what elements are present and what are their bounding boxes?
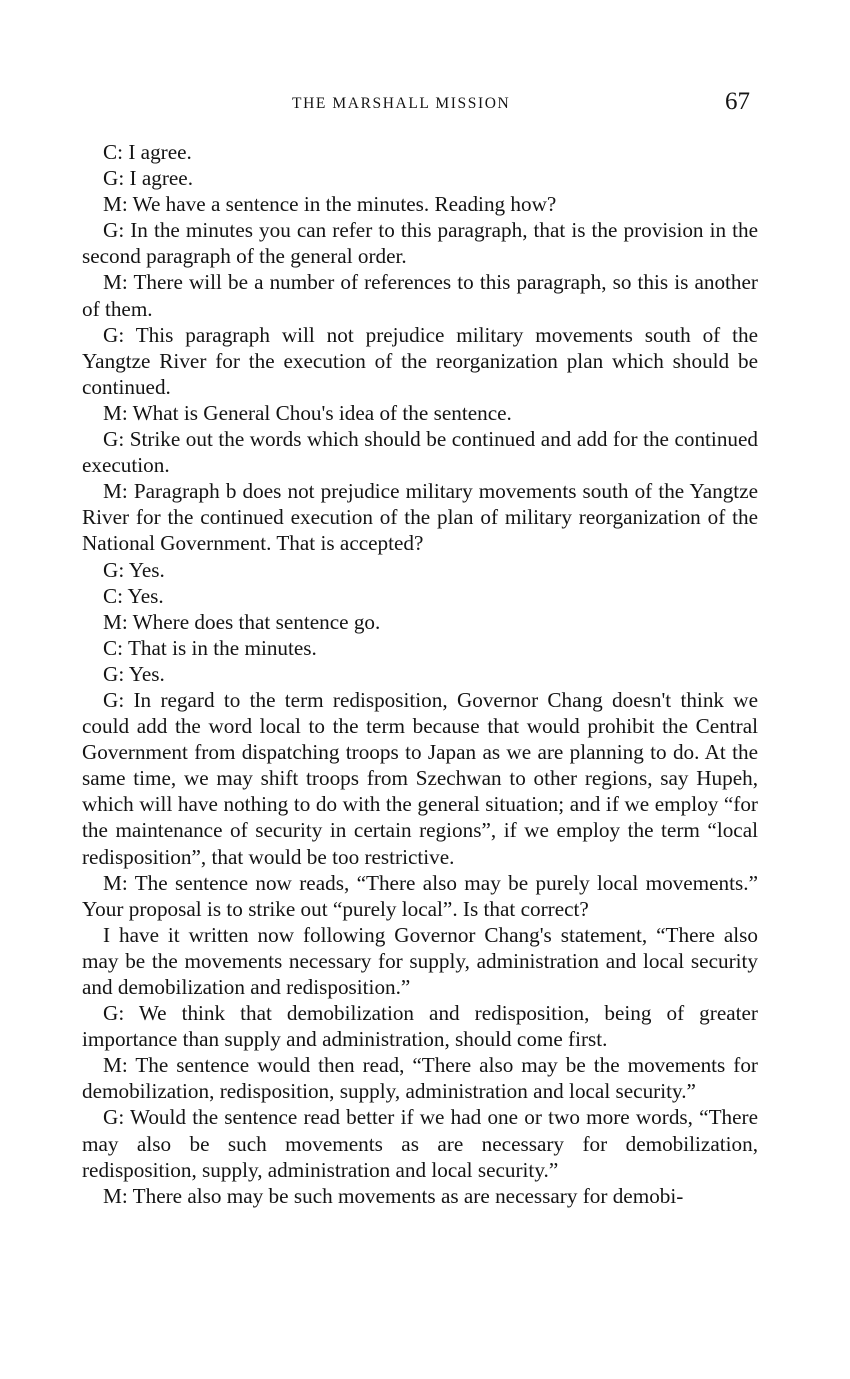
paragraph-text: Strike out the words which should be continued and add for the continued execution.: [82, 427, 758, 478]
speaker: G: [103, 1001, 119, 1026]
paragraph: C: Yes.: [103, 583, 164, 608]
paragraph-text: Yes.: [128, 557, 165, 582]
speaker: G: [103, 661, 119, 686]
speaker: C: [103, 583, 118, 608]
speaker: G: [103, 687, 119, 712]
speaker: M: [103, 479, 122, 504]
paragraph: G: In regard to the term redisposition, Governor Chang doesn't think we could add the word local to the term because that would prohibit the Central Government from dispatching troops to Japan as we are planning to do. At the same time, we may shift troops from Szechwan to other regions, say Hupeh, which will have nothing to do with the general situation; and if we employ “for the maintenance of security in certain regions”, if we employ the term “local redisposition”, that would be too restrictive.: [82, 687, 758, 869]
speaker: G: [103, 427, 119, 452]
running-title: THE MARSHALL MISSION: [292, 95, 511, 112]
speaker: G: [103, 1105, 119, 1130]
paragraph-text: In the minutes you can refer to this paragraph, that is the provision in the second paragraph of the general order.: [82, 218, 758, 269]
paragraph-text: In regard to the term redisposition, Governor Chang doesn't think we could add the word local to the term because that would prohibit the Central Government from dispatching troops to Japan as we are planning to do. At the same time, we may shift troops from Szechwan to other regions, say Hupeh, which will have nothing to do with the general situation; and if we employ “for the maintenance of security in certain regions”, if we employ the term “local redisposition”, that would be too restrictive.: [82, 687, 758, 869]
paragraph: M: Where does that sentence go.: [103, 609, 381, 634]
speaker: G: [103, 218, 119, 243]
paragraph: G: Would the sentence read better if we had one or two more words, “There may also be such movements as are necessary for demobilization, redisposition, supply, administration and local security.”: [82, 1105, 758, 1182]
paragraph-text: Yes.: [128, 661, 165, 686]
paragraph: G: We think that demobilization and redisposition, being of greater importance than supply and administration, should come first.: [82, 1001, 758, 1052]
speaker: C: [103, 635, 118, 660]
speaker: M: [103, 870, 122, 895]
paragraph-text: There will be a number of references to this paragraph, so this is another of them.: [82, 270, 758, 321]
page-number: 67: [725, 88, 750, 115]
paragraph: M: We have a sentence in the minutes. Reading how?: [103, 192, 557, 217]
speaker: G: [103, 166, 119, 191]
paragraph: M: The sentence would then read, “There also may be the movements for demobilization, redisposition, supply, administration and local security.”: [82, 1053, 758, 1104]
speaker: M: [103, 270, 122, 295]
paragraph: M: What is General Chou's idea of the sentence.: [103, 400, 512, 425]
paragraph: G: Yes.: [103, 661, 165, 686]
paragraph: C: That is in the minutes.: [103, 635, 317, 660]
paragraph: G: This paragraph will not prejudice military movements south of the Yangtze River for the execution of the reorganization plan which should be continued.: [82, 322, 758, 399]
paragraph: G: Strike out the words which should be continued and add for the continued execution.: [82, 427, 758, 478]
paragraph: M: There also may be such movements as are necessary for demobi-: [103, 1183, 684, 1208]
paragraph-text: Yes.: [127, 583, 164, 608]
speaker: M: [103, 1053, 122, 1078]
paragraph: G: In the minutes you can refer to this paragraph, that is the provision in the second paragraph of the general order.: [82, 218, 758, 269]
paragraph-text: We think that demobilization and redisposition, being of greater importance than supply and administration, should come first.: [82, 1001, 758, 1052]
speaker: M: [103, 192, 122, 217]
paragraph-text: There also may be such movements as are necessary for demobi-: [132, 1183, 684, 1208]
paragraph: G: I agree.: [103, 166, 194, 191]
paragraph-text: What is General Chou's idea of the sentence.: [132, 400, 512, 425]
paragraph: G: Yes.: [103, 557, 165, 582]
running-head: [0, 88, 850, 118]
paragraph-text: We have a sentence in the minutes. Reading how?: [132, 192, 557, 217]
paragraph-text: The sentence would then read, “There also may be the movements for demobilization, redisposition, supply, administration and local security.”: [82, 1053, 758, 1104]
paragraph: C: I agree.: [103, 140, 192, 164]
paragraph-text: The sentence now reads, “There also may be purely local movements.” Your proposal is to strike out “purely local”. Is that correct?: [82, 870, 758, 921]
paragraph-text: Where does that sentence go.: [132, 609, 381, 634]
paragraph: M: Paragraph b does not prejudice military movements south of the Yangtze River for the continued execution of the plan of military reorganization of the National Government. That is accepted?: [82, 479, 758, 556]
speaker: M: [103, 609, 122, 634]
paragraph-text: I have it written now following Governor Chang's statement, “There also may be the movements necessary for supply, administration and local security and demobilization and redisposition.”: [82, 922, 758, 999]
paragraph-text: I agree.: [129, 166, 194, 191]
speaker: M: [103, 1183, 122, 1208]
speaker: G: [103, 322, 119, 347]
speaker: C: [103, 140, 118, 164]
paragraph: M: The sentence now reads, “There also may be purely local movements.” Your proposal is to strike out “purely local”. Is that correct?: [82, 870, 758, 921]
paragraph-text: I agree.: [128, 140, 192, 164]
paragraph-text: Would the sentence read better if we had one or two more words, “There may also be such movements as are necessary for demobilization, redisposition, supply, administration and local security.”: [82, 1105, 758, 1182]
speaker: G: [103, 557, 119, 582]
paragraph: [82, 922, 758, 1000]
speaker: M: [103, 400, 122, 425]
paragraph-text: Paragraph b does not prejudice military movements south of the Yangtze River for the continued execution of the plan of military reorganization of the National Government. That is accepted?: [82, 479, 758, 556]
body-text: [82, 139, 758, 1209]
paragraph: M: There will be a number of references to this paragraph, so this is another of them.: [82, 270, 758, 321]
paragraph-text: This paragraph will not prejudice military movements south of the Yangtze River for the execution of the reorganization plan which should be continued.: [82, 322, 758, 399]
paragraph-text: That is in the minutes.: [127, 635, 317, 660]
